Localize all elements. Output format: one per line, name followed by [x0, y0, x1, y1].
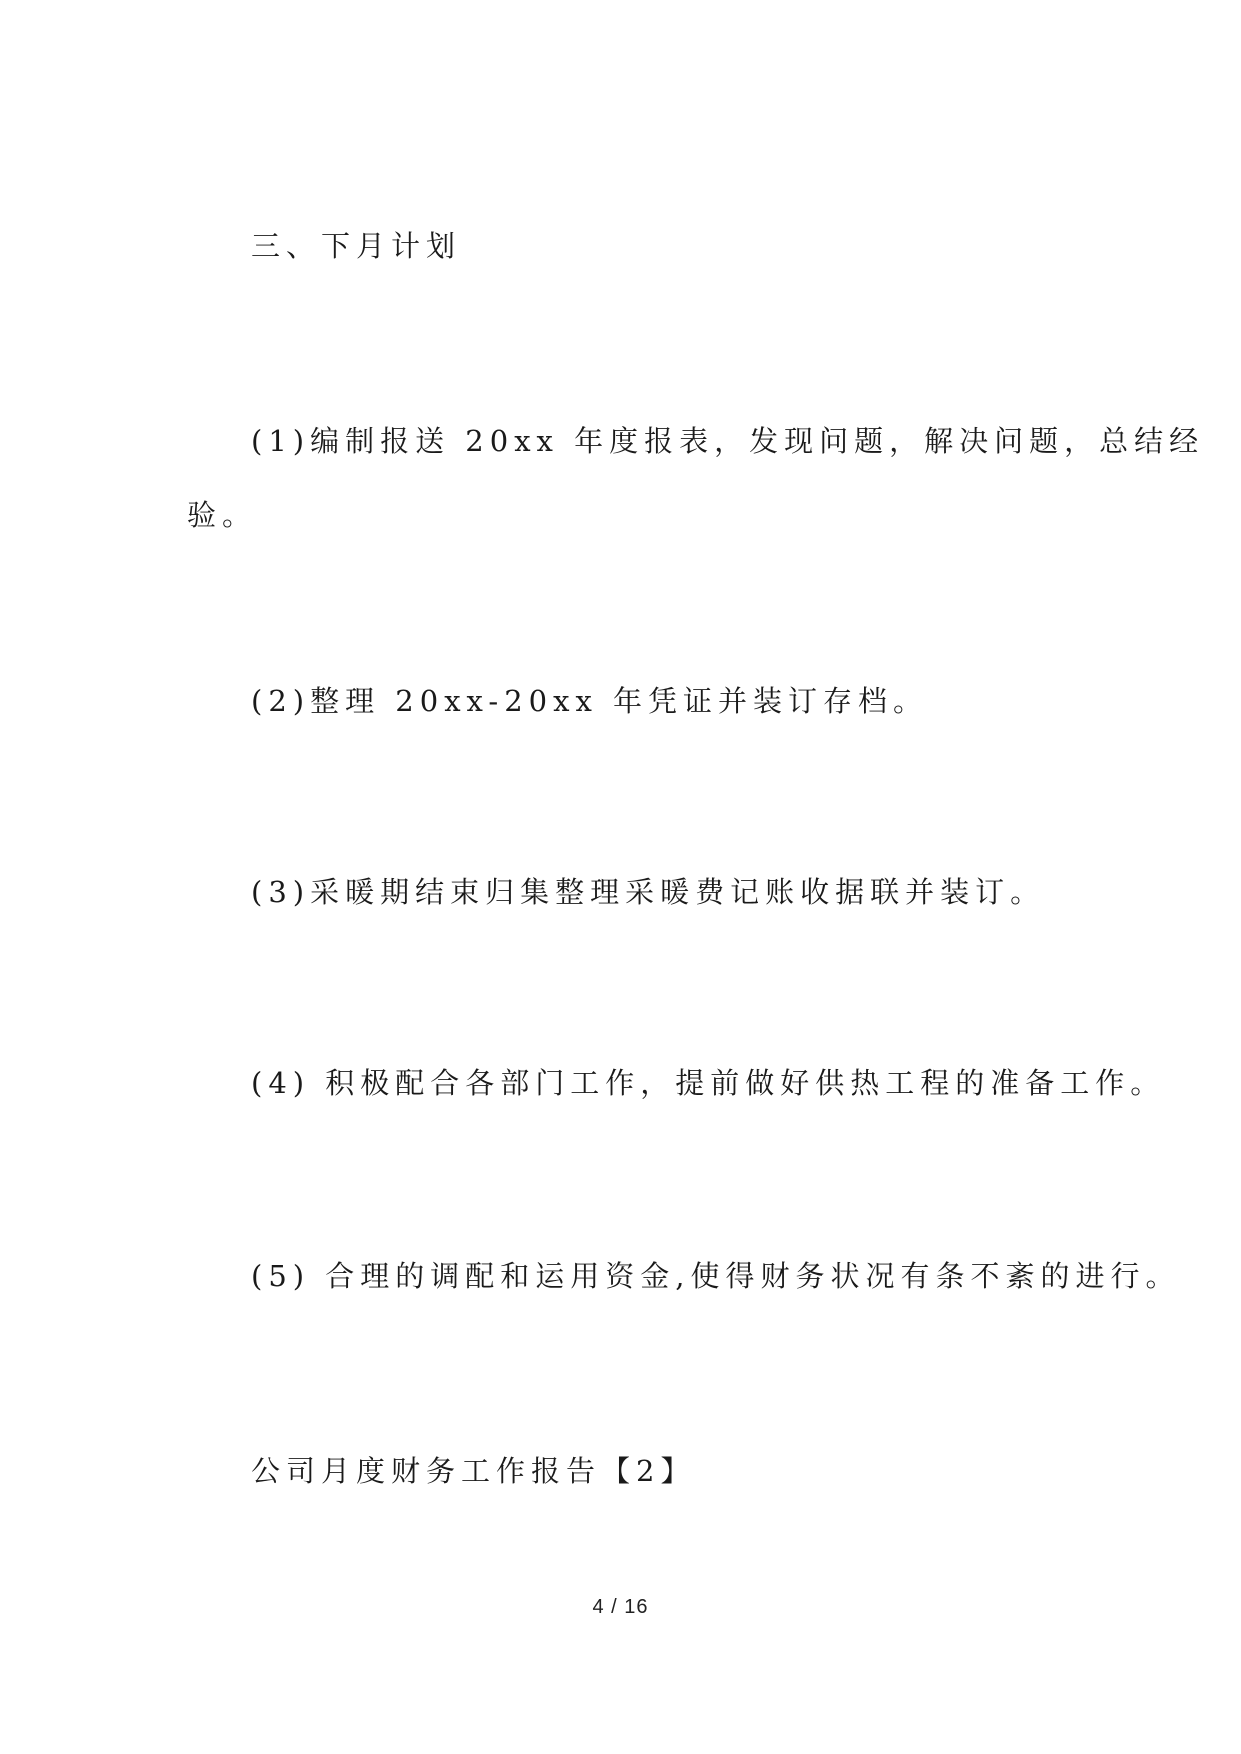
plan-item-4: (4) 积极配合各部门工作，提前做好供热工程的准备工作。	[251, 1066, 1166, 1100]
plan-item-2: (2)整理 20xx-20xx 年凭证并装订存档。	[251, 684, 929, 718]
plan-item-1-line-2: 验。	[187, 498, 258, 532]
report-title: 公司月度财务工作报告【2】	[251, 1454, 696, 1488]
plan-item-5: (5) 合理的调配和运用资金,使得财务状况有条不紊的进行。	[251, 1259, 1181, 1293]
page-indicator: 4 / 16	[592, 1596, 649, 1618]
plan-item-1-line-1: (1)编制报送 20xx 年度报表，发现问题，解决问题，总结经	[251, 424, 1205, 458]
plan-item-3: (3)采暖期结束归集整理采暖费记账收据联并装订。	[251, 875, 1046, 909]
section-heading: 三、下月计划	[251, 229, 462, 263]
